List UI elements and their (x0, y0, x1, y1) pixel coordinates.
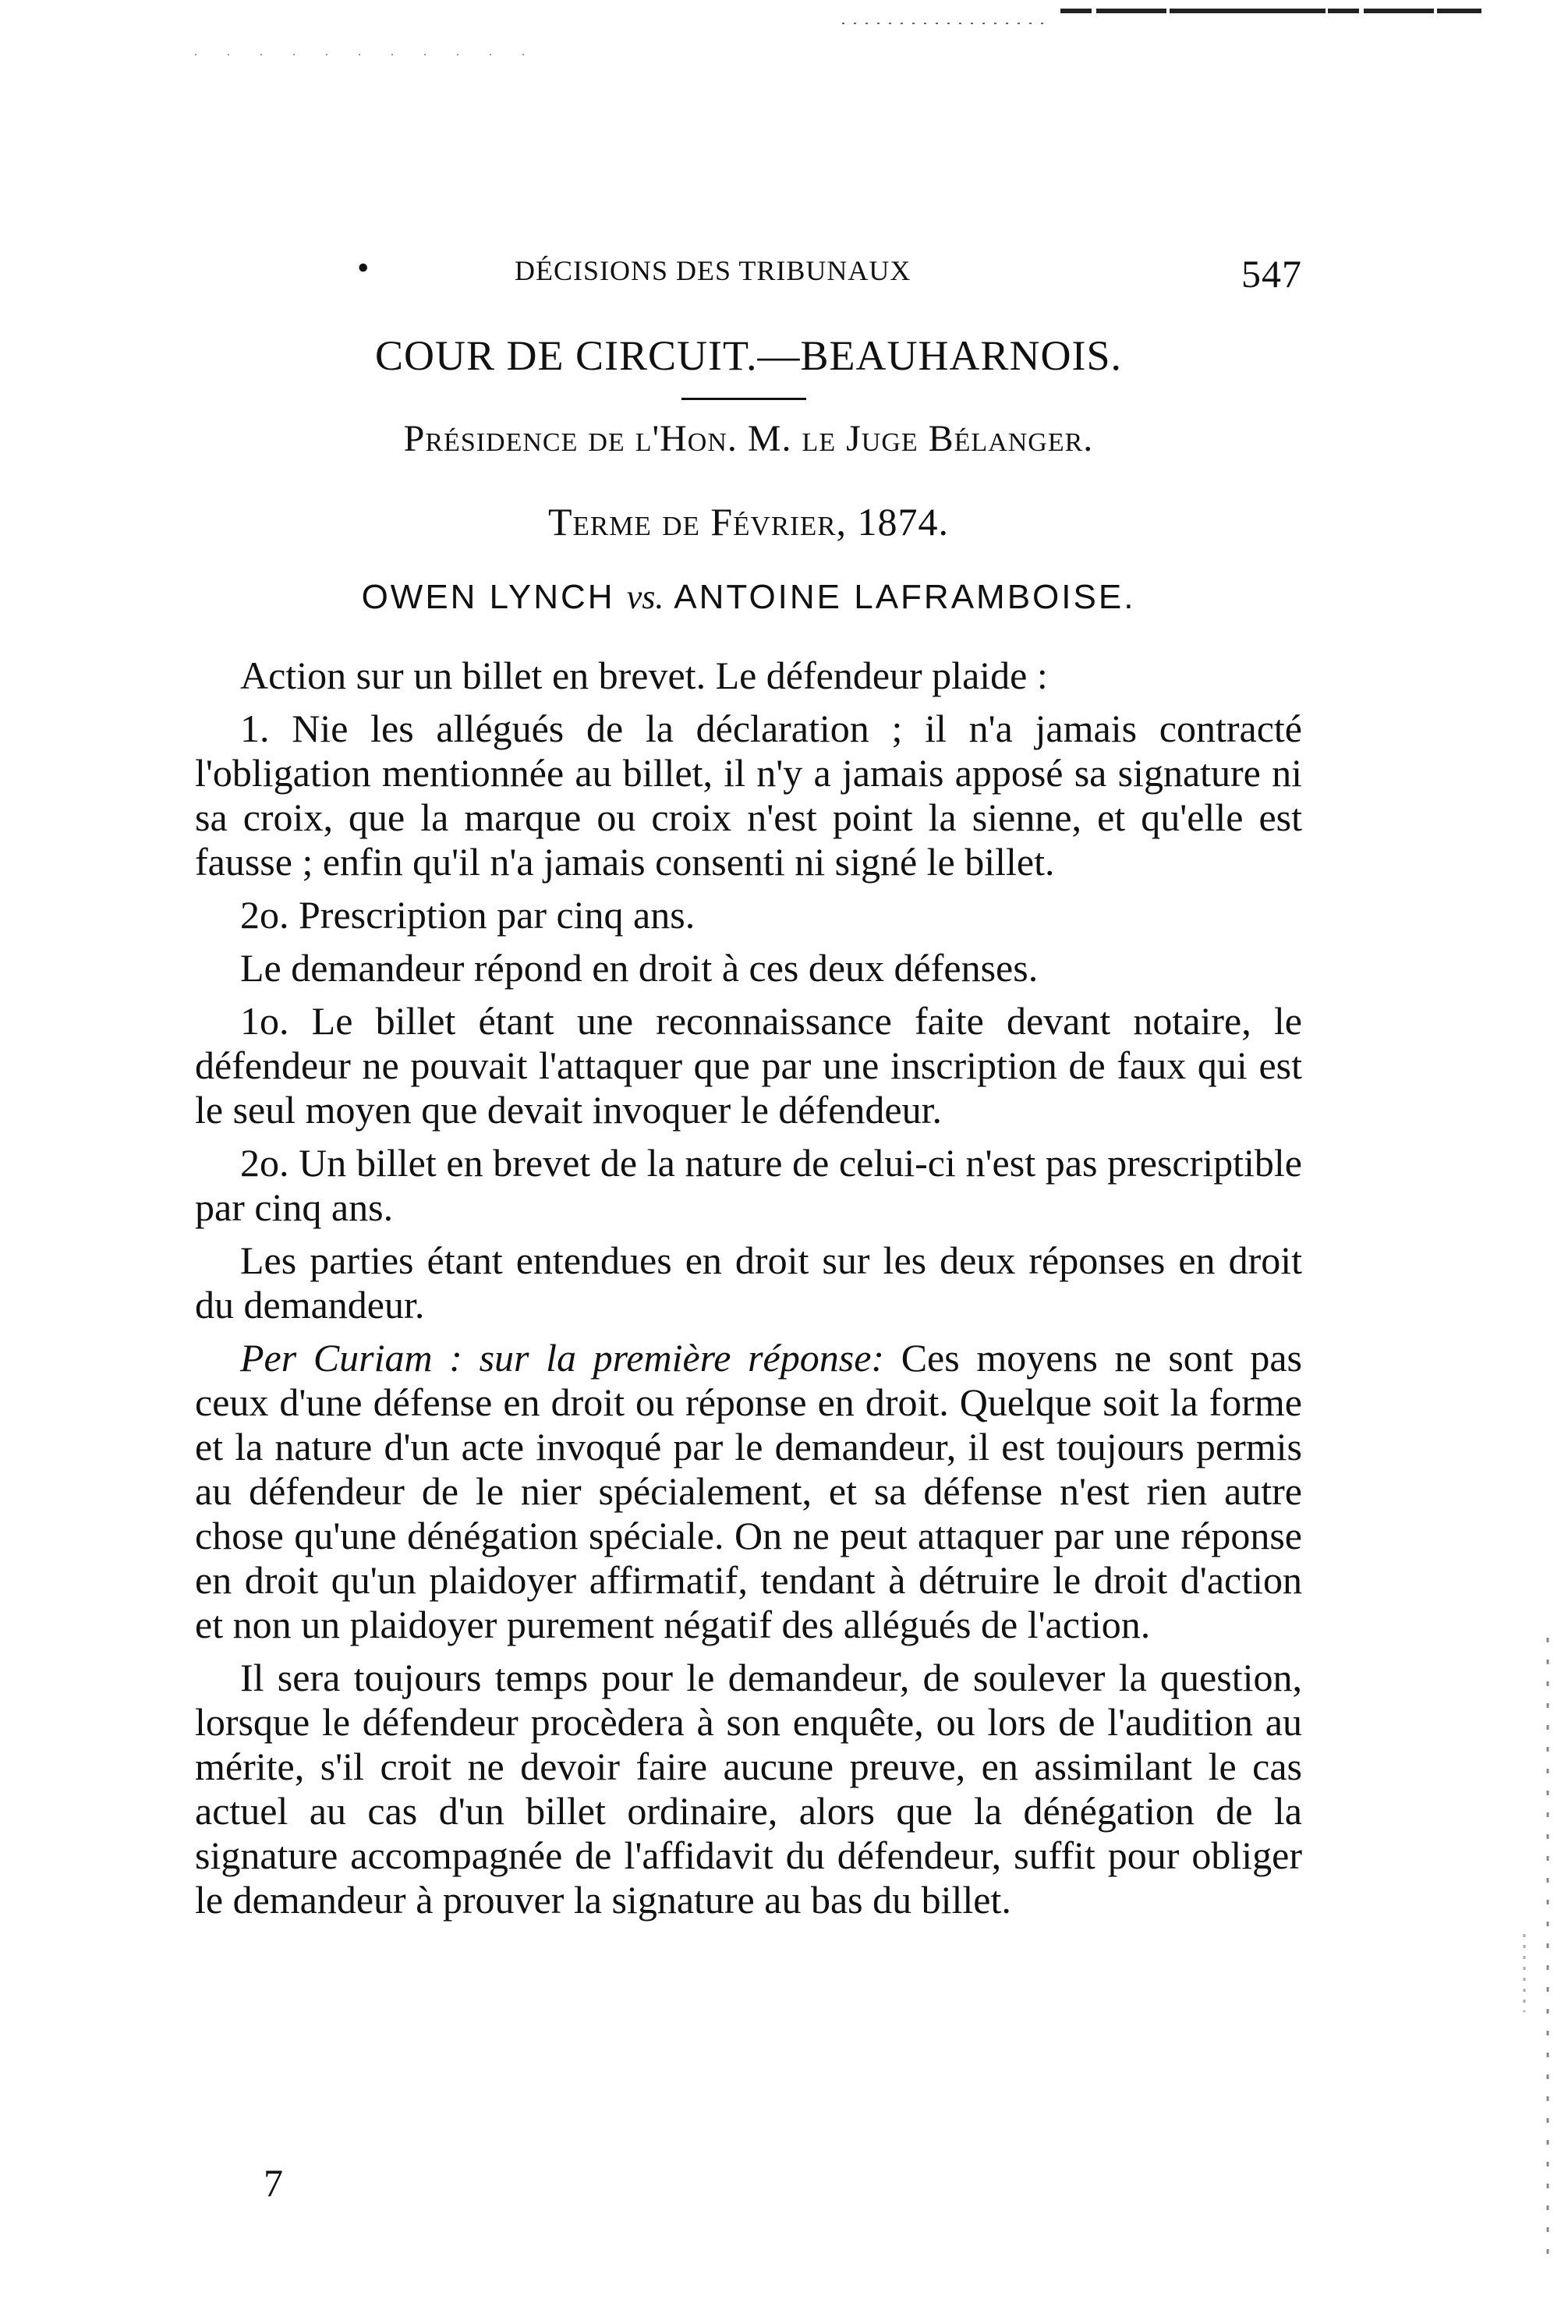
body-text (195, 654, 1302, 1931)
signature-mark: 7 (264, 2161, 283, 2205)
running-head-title: DÉCISIONS DES TRIBUNAUX (515, 255, 911, 286)
paragraph: 2o. Un billet en brevet de la nature de celui-ci n'est pas prescriptible par cinq ans. (195, 1141, 1302, 1229)
paragraph: 1. Nie les allégués de la déclaration ; il n'a jamais contracté l'obligation mentionnée au billet, il n'y a jamais apposé sa signature ni sa croix, que la marque ou croix n'est point la sienne, et qu'elle est fausse ; enfin qu'il n'a jamais consenti ni signé le billet. (195, 707, 1302, 884)
versus-label: vs. (626, 578, 664, 616)
closing-paragraph: Il sera toujours temps pour le demandeur, de soulever la question, lorsque le défendeur procèdera à son enquête, ou lors de l'audition au mérite, s'il croit ne devoir faire aucune preuve, en assimilant le cas actuel au cas d'un billet ordinaire, alors que la dénégation de la signature accompagnée de l'affidavit du défendeur, suffit pour obliger le demandeur à prouver la signature au bas du billet. (195, 1656, 1302, 1922)
per-curiam-lead: Per Curiam : sur la première réponse: (240, 1336, 885, 1380)
paragraph: 2o. Prescription par cinq ans. (240, 893, 696, 937)
paragraph: Les parties étant entendues en droit sur les deux réponses en droit du demandeur. (195, 1238, 1302, 1327)
paragraph: 1o. Le billet étant une reconnaissance faite devant notaire, le défendeur ne pouvait l'attaquer que par une inscription de faux qui est le seul moyen que devait invoquer le défendeur. (195, 999, 1302, 1132)
bullet-mark: • (357, 249, 370, 287)
case-parties (195, 577, 1302, 617)
presidence-line: Présidence de l'Hon. M. le Juge Bélanger. (403, 418, 1094, 459)
paragraph: Action sur un billet en brevet. Le défendeur plaide : (240, 654, 1048, 697)
paragraph: Le demandeur répond en droit à ces deux défenses. (240, 946, 1039, 990)
per-curiam-paragraph (195, 1336, 1302, 1647)
running-head (195, 251, 1302, 298)
page-number: 547 (1241, 252, 1302, 296)
term-line: Terme de Février, 1874. (547, 500, 950, 544)
court-heading: COUR DE CIRCUIT.—BEAUHARNOIS. (374, 332, 1123, 379)
per-curiam-text: Ces moyens ne sont pas ceux d'une défense en droit ou réponse en droit. Quelque soit la forme et la nature d'un acte invoqué par le demandeur, il est toujours permis au défendeur de le nier spécialement, et sa défense n'est rien autre chose qu'une dénégation spéciale. On ne peut attaquer par une réponse en droit qu'un plaidoyer affirmatif, tendant à détruire le droit d'action et non un plaidoyer purement négatif des allégués de l'action. (195, 1336, 1302, 1646)
heading-rule (681, 398, 806, 400)
plaintiff-name: OWEN LYNCH (361, 578, 615, 616)
defendant-name: ANTOINE LAFRAMBOISE. (674, 578, 1136, 616)
